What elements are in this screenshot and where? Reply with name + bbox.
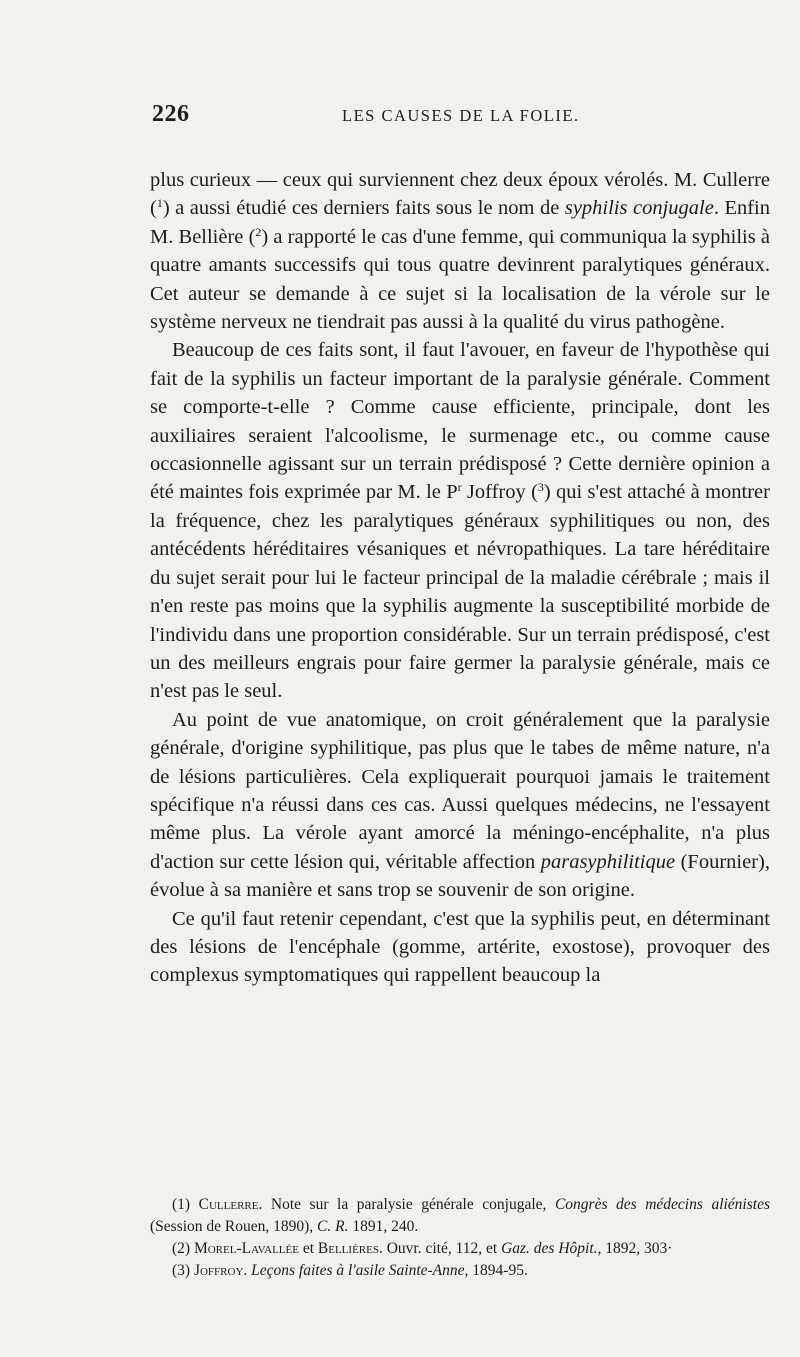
page-number: 226 bbox=[152, 101, 190, 127]
italic-term: syphilis conjugale bbox=[564, 197, 714, 220]
footnote-author: Cullerre bbox=[198, 1196, 259, 1213]
footnote-author: Morel-Lavallée bbox=[193, 1240, 299, 1257]
paragraph-4: Ce qu'il faut retenir cependant, c'est que la syphilis peut, en déterminant des lésions de l'encéphale (gomme, artérite, exostose), provoquer des complexus symptomatiques qui rappellent beaucoup la bbox=[150, 907, 770, 987]
footnotes bbox=[150, 1194, 770, 1282]
footnote-ref-3[interactable]: 3 bbox=[537, 480, 544, 495]
paragraph-3: Au point de vue anatomique, on croit généralement que la paralysie générale, d'origine syphilitique, pas plus que le tabes de même nature, n'a de lésions particulières. Cela expliquerait pourquoi jamais le traitement spécifique n'a réussi dans ces cas. Aussi quelques médecins, ne l'essayent même plus. La vérole ayant amorcé la méningo-encéphalite, n'a plus d'action sur cette lésion qui, véritable affection parasyphilitique (Fournier), évolue à sa manière et sans trop se souvenir de son origine. bbox=[150, 708, 770, 902]
footnote-1: (1) Cullerre. Note sur la paralysie générale conjugale, Congrès des médecins aliénistes (Session de Rouen, 1890), C. R. 1891, 240. bbox=[150, 1196, 770, 1235]
footnote-author: Bellières bbox=[317, 1240, 379, 1257]
italic-term: parasyphilitique bbox=[540, 850, 676, 873]
body-text bbox=[150, 166, 770, 990]
page-header bbox=[152, 101, 712, 133]
footnote-ref-2[interactable]: 2 bbox=[255, 224, 262, 239]
running-title: LES CAUSES DE LA FOLIE. bbox=[342, 106, 580, 125]
footnote-author: Joffroy bbox=[193, 1262, 244, 1279]
paragraph-1: plus curieux — ceux qui surviennent chez deux époux vérolés. M. Cullerre ($^1$) a aussi étudié ces derniers faits sous le nom de syphilis conjugale. Enfin M. Bellière ($^2$) a rapporté le cas d'une femme, qui communiqua la syphilis à quatre amants successifs qui tous quatre devinrent paralytiques généraux. Cet auteur se demande à ce sujet si la localisation de la vérole sur le système nerveux ne tiendrait pas aussi à la qualité du virus pathogène. bbox=[150, 169, 770, 334]
superscript-r: r bbox=[457, 480, 462, 495]
footnote-3: (3) Joffroy. Leçons faites à l'asile Sainte-Anne, 1894-95. bbox=[172, 1262, 528, 1279]
footnote-ref-1[interactable]: 1 bbox=[156, 196, 163, 211]
paragraph-2: Beaucoup de ces faits sont, il faut l'avouer, en faveur de l'hypothèse qui fait de la syphilis un facteur important de la paralysie générale. Comment se comporte-t-elle ? Comme cause efficiente, principale, dont les auxiliaires seraient l'alcoolisme, le surmenage etc., ou comme cause occasionnelle agissant sur un terrain prédisposé ? Cette dernière opinion a été maintes fois exprimée par M. le $P^r$ Joffroy ($^3$) qui s'est attaché à montrer la fréquence, chez les paralytiques généraux syphilitiques ou non, des antécédents héréditaires vésaniques et névropathiques. La tare héréditaire du sujet serait pour lui le facteur principal de la maladie cérébrale ; mais il n'en reste pas moins que la syphilis augmente la susceptibilité morbide de l'individu dans une proportion considérable. Sur un terrain prédisposé, c'est un des meilleurs engrais pour faire germer la paralysie générale, mais ce n'est pas le seul. bbox=[150, 339, 770, 703]
footnote-2: (2) Morel-Lavallée et Bellières. Ouvr. cité, 112, et Gaz. des Hôpit., 1892, 303· bbox=[172, 1240, 673, 1257]
